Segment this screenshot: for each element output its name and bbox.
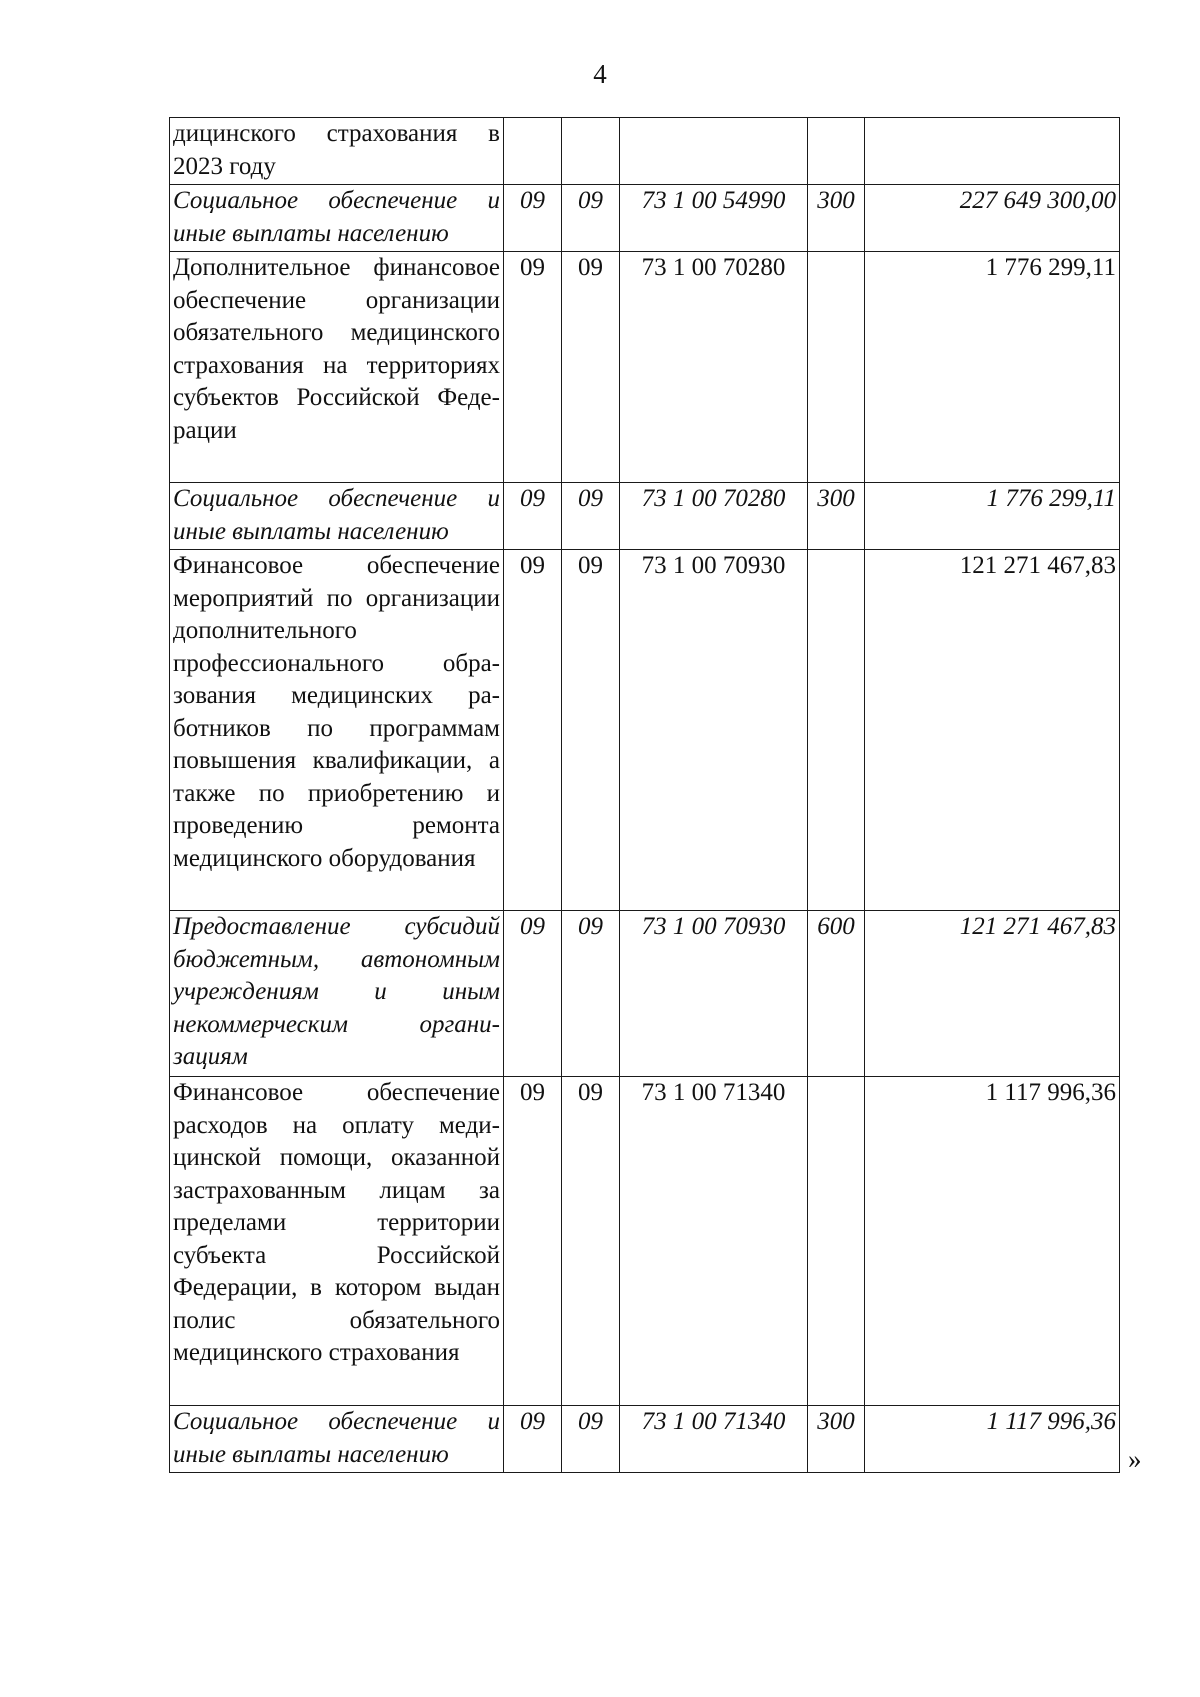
table-row [170,483,1120,550]
expense-type-cell: 300 [808,483,865,550]
subsection-code-cell: 09 [562,252,620,483]
closing-quote-mark: » [1128,1444,1142,1474]
table-row [170,1406,1120,1473]
section-code-cell: 09 [504,1077,562,1406]
amount-cell: 121 271 467,83 [865,911,1120,1077]
table-row [170,118,1120,185]
expense-type-cell: 600 [808,911,865,1077]
row-name-cell: Социальное обеспечение и иные выплаты населению [170,185,504,252]
section-code-cell: 09 [504,1406,562,1473]
target-article-cell: 73 1 00 71340 [620,1077,808,1406]
amount-cell: 227 649 300,00 [865,185,1120,252]
subsection-code-cell: 09 [562,1406,620,1473]
expense-type-cell [808,252,865,483]
row-name-cell: Финансовое обеспечение мероприятий по организации дополнительного профессионального образования медицинских работников по программам повышения квалификации, а также по приобретению и проведению ремонта медицинского оборудования [170,550,504,911]
subsection-code-cell: 09 [562,1077,620,1406]
section-code-cell: 09 [504,550,562,911]
row-name-cell: Финансовое обеспечение расходов на оплату медицинской помощи, оказанной застрахованным лицам за пределами территории субъекта Российской Федерации, в котором выдан полис обязательного медицинского страхования [170,1077,504,1406]
page-number: 4 [593,59,607,89]
section-code-cell: 09 [504,911,562,1077]
amount-cell: 1 117 996,36 [865,1077,1120,1406]
table-row [170,252,1120,483]
table-row [170,185,1120,252]
target-article-cell: 73 1 00 54990 [620,185,808,252]
budget-table [169,117,1120,1473]
target-article-cell: 73 1 00 70930 [620,911,808,1077]
amount-cell: 121 271 467,83 [865,550,1120,911]
amount-cell: 1 776 299,11 [865,252,1120,483]
target-article-cell: 73 1 00 70930 [620,550,808,911]
subsection-code-cell: 09 [562,550,620,911]
target-article-cell: 73 1 00 71340 [620,1406,808,1473]
expense-type-cell [808,550,865,911]
section-code-cell [504,118,562,185]
amount-cell [865,118,1120,185]
row-name-cell: Социальное обеспечение и иные выплаты населению [170,1406,504,1473]
section-code-cell: 09 [504,185,562,252]
section-code-cell: 09 [504,252,562,483]
section-code-cell: 09 [504,483,562,550]
subsection-code-cell: 09 [562,483,620,550]
target-article-cell [620,118,808,185]
table-row [170,911,1120,1077]
row-name-cell: Социальное обеспечение и иные выплаты населению [170,483,504,550]
subsection-code-cell: 09 [562,911,620,1077]
target-article-cell: 73 1 00 70280 [620,252,808,483]
subsection-code-cell [562,118,620,185]
row-name-cell: Предоставление субсидий бюджетным, автономным учреждениям и иным некоммерческим организациям [170,911,504,1077]
row-name-cell: дицинского страхования в 2023 году [170,118,504,185]
row-name-cell: Дополнительное финансовое обеспечение организации обязательного медицинского страхования на территориях субъектов Российской Федерации [170,252,504,483]
target-article-cell: 73 1 00 70280 [620,483,808,550]
amount-cell: 1 776 299,11 [865,483,1120,550]
subsection-code-cell: 09 [562,185,620,252]
expense-type-cell [808,1077,865,1406]
expense-type-cell: 300 [808,185,865,252]
expense-type-cell: 300 [808,1406,865,1473]
table-row [170,550,1120,911]
amount-cell: 1 117 996,36 [865,1406,1120,1473]
table-row [170,1077,1120,1406]
expense-type-cell [808,118,865,185]
